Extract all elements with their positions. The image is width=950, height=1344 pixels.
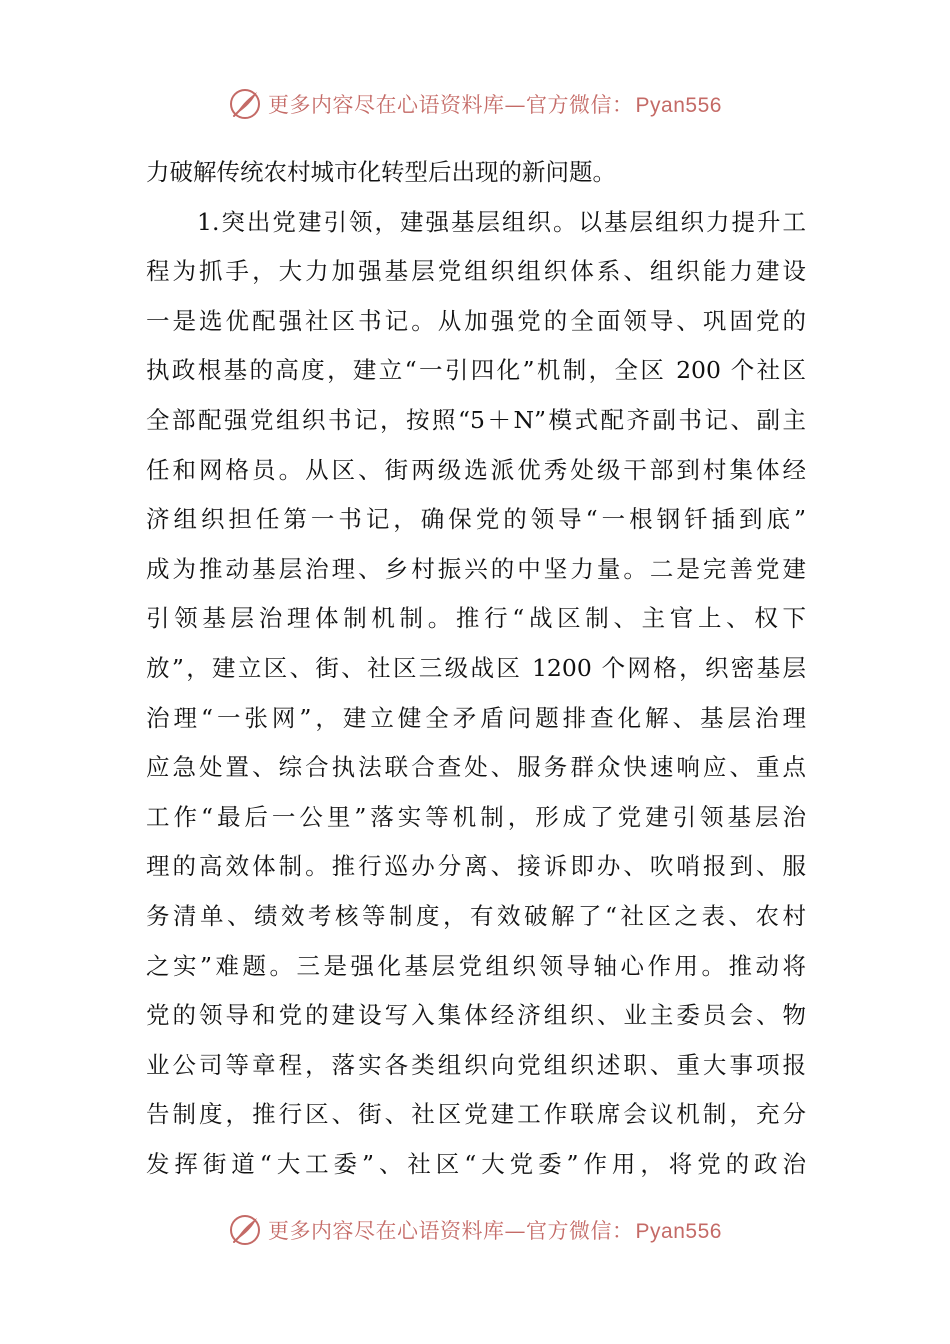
text-line: 理的高效体制。推行巡办分离、接诉即办、吹哨报到、服	[146, 852, 806, 881]
text-line: 之实”难题。三是强化基层党组织领导轴心作用。推动将	[146, 951, 806, 980]
text-line: 程为抓手，大力加强基层党组织组织体系、组织能力建设	[146, 257, 806, 286]
text-line: 党的领导和党的建设写入集体经济组织、业主委员会、物	[146, 1001, 806, 1030]
text-line: 告制度，推行区、街、社区党建工作联席会议机制，充分	[146, 1100, 806, 1129]
text-line: 成为推动基层治理、乡村振兴的中坚力量。二是完善党建	[146, 554, 806, 583]
text-line: 1.突出党建引领，建强基层组织。以基层组织力提升工	[146, 207, 806, 236]
text-line: 济组织担任第一书记，确保党的领导“一根钢钎插到底”	[146, 505, 806, 534]
text-line: 应急处置、综合执法联合查处、服务群众快速响应、重点	[146, 753, 806, 782]
text-line: 引领基层治理体制机制。推行“战区制、主官上、权下	[146, 604, 806, 633]
watermark-text	[268, 1215, 722, 1245]
text-line: 放”，建立区、街、社区三级战区 1200 个网格，织密基层	[146, 653, 806, 682]
watermark-label: 更多内容尽在心语资料库—官方微信：	[268, 1219, 634, 1243]
text-line: 务清单、绩效考核等制度，有效破解了“社区之表、农村	[146, 901, 806, 930]
document-body	[146, 148, 806, 1189]
text-line: 工作“最后一公里”落实等机制，形成了党建引领基层治	[146, 802, 806, 831]
text-line: 治理“一张网”，建立健全矛盾问题排查化解、基层治理	[146, 703, 806, 732]
text-line: 执政根基的高度，建立“一引四化”机制，全区 200 个社区	[146, 356, 806, 385]
watermark-wechat-id: Pyan556	[635, 94, 722, 117]
watermark-text	[268, 89, 722, 119]
text-line: 业公司等章程，落实各类组织向党组织述职、重大事项报	[146, 1050, 806, 1079]
watermark-label: 更多内容尽在心语资料库—官方微信：	[268, 93, 634, 117]
watermark-wechat-id: Pyan556	[635, 1220, 722, 1243]
quill-logo-icon	[228, 87, 262, 121]
text-line: 全部配强党组织书记，按照“5＋N”模式配齐副书记、副主	[146, 405, 806, 434]
footer-watermark	[0, 1210, 950, 1250]
text-line: 发挥街道“大工委”、社区“大党委”作用，将党的政治	[146, 1149, 806, 1178]
header-watermark	[0, 84, 950, 124]
quill-logo-icon	[228, 1213, 262, 1247]
text-line: 力破解传统农村城市化转型后出现的新问题。	[146, 158, 616, 186]
text-line: 任和网格员。从区、街两级选派优秀处级干部到村集体经	[146, 455, 806, 484]
text-line: 一是选优配强社区书记。从加强党的全面领导、巩固党的	[146, 306, 806, 335]
